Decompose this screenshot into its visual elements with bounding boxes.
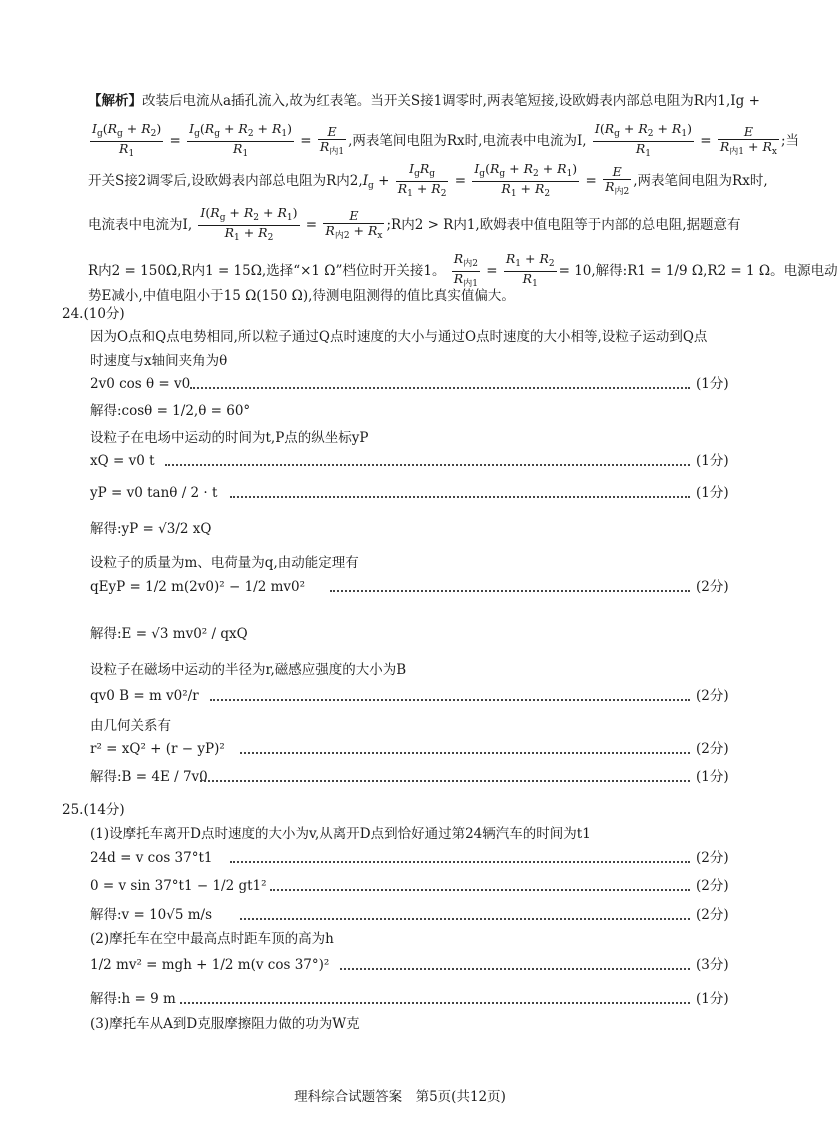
q25-sol-3-points: (1分) [696, 991, 729, 1007]
formula-frac: $\frac{R_1 + R_2}{R_1}$ [505, 251, 555, 289]
q24-eq-6: r² = xQ² + (r − yP)² [90, 741, 225, 757]
leader-dots [330, 590, 690, 592]
q25-eq-2-points: (2分) [696, 878, 729, 894]
q25-eq-3: 1/2 mv² = mgh + 1/2 m(v cos 37°)² [90, 957, 330, 973]
q24-eq-4: qEyP = 1/2 m(2v0)² − 1/2 mv0² [90, 579, 306, 595]
leader-dots [230, 496, 690, 498]
q25-eq-1: 24d = v cos 37°t1 [90, 850, 213, 866]
q25-part-1: (1)设摩托车离开D点时速度的大小为v,从离开D点到恰好通过第24辆汽车的时间为t1 [90, 826, 591, 842]
leader-dots [210, 699, 690, 701]
analysis-line-6: 势E减小,中值电阻小于15 Ω(150 Ω),待测电阻测得的值比真实值偏大。 [88, 288, 515, 304]
page-footer: 理科综合试题答案 第5页(共12页) [294, 1089, 506, 1105]
q25-sol-2: 解得:v = 10√5 m/s [90, 907, 213, 923]
q24-eq-5-points: (2分) [696, 688, 729, 704]
q24-intro-1: 因为O点和Q点电势相同,所以粒子通过Q点时速度的大小与通过O点时速度的大小相等,设粒子运动到Q点 [90, 329, 708, 345]
q24-eq-5: qv0 B = m v0²/r [90, 688, 199, 704]
formula-frac: $\frac{I_g(R_g + R_2 + R_1)}{R_1 + R_2}$ [474, 161, 578, 199]
formula-frac: $\frac{E}{R_{内2} + R_x}$ [325, 207, 383, 241]
q24-eq-1-points: (1分) [696, 376, 729, 392]
q24-geo: 由几何关系有 [90, 718, 171, 734]
leader-dots [270, 889, 690, 891]
q24-eq-1: 2v0 cos θ = v0 [90, 376, 191, 392]
formula-frac: $\frac{E}{R_{内2}}$ [605, 163, 630, 197]
formula-frac: $\frac{I(R_g + R_2 + R_1)}{R_1}$ [594, 121, 692, 159]
q25-sol-3: 解得:h = 9 m [90, 991, 176, 1007]
q24-intro-2: 时速度与x轴间夹角为θ [90, 353, 228, 369]
leader-dots [190, 387, 690, 389]
q24-eq-3-points: (1分) [696, 485, 729, 501]
analysis-line-2: $\frac{I_g(R_g + R_2)}{R_1}$ = $\frac{I_g(R_g + R_2 + R_1)}{R_1}$ = $\frac{E}{R_{内1}}$ ,两表笔间电阻为Rx时,电流表中电流为I, $\frac{I(R_g + R_2 + R_1)}{R_1}$ = $\frac{E}{R_{内1} + R_x}$ ;当 [92, 121, 799, 159]
analysis-line-3: 开关S接2调零后,设欧姆表内部总电阻为R内$2,I_g$ + $\frac{I_gR_g}{R_1 + R_2}$ = $\frac{I_g(R_g + R_2 + R_1)}{R_1 + R_2}$ = $\frac{E}{R_{内2}}$ ,两表笔间电阻为Rx时, [88, 161, 768, 199]
leader-dots [230, 861, 690, 863]
leader-dots [240, 752, 690, 754]
q24-sol-3: 解得:yP = √3/2 xQ [90, 521, 212, 537]
q24-eq-2: xQ = v0 t [90, 453, 155, 469]
leader-dots [165, 464, 690, 466]
q24-eq-3: yP = v0 tanθ / 2 · t [90, 485, 218, 501]
q24-sol-4: 解得:E = √3 mv0² / qxQ [90, 626, 248, 642]
q24-let-5: 设粒子在磁场中运动的半径为r,磁感应强度的大小为B [90, 662, 407, 678]
q25-eq-2: 0 = v sin 37°t1 − 1/2 gt1² [90, 878, 267, 894]
q25-part-2: (2)摩托车在空中最高点时距车顶的高为h [90, 931, 334, 947]
formula-frac: $\frac{E}{R_{内1}}$ [319, 123, 345, 157]
q24-eq-2-points: (1分) [696, 453, 729, 469]
analysis-line-5: R内2 = 150Ω,R内1 = 15Ω,选择“×1 Ω”档位时开关接1。 $\frac{R_{内2}}{R_{内1}}$ = $\frac{R_1 + R_2}{R_1}$ = 10,解得:R1 = 1/9 Ω,R2 = 1 Ω。电源电动 [88, 251, 838, 289]
q24-eq-4-points: (2分) [696, 579, 729, 595]
formula-frac: $\frac{E}{R_{内1} + R_x}$ [719, 123, 777, 157]
q24-title: 24.(10分) [62, 306, 125, 322]
q25-title: 25.(14分) [62, 802, 125, 818]
leader-dots [240, 918, 690, 920]
formula-frac: $\frac{R_{内2}}{R_{内1}}$ [453, 251, 478, 289]
analysis-line-1: 【解析】改装后电流从a插孔流入,故为红表笔。当开关S接1调零时,两表笔短接,设欧姆表内部总电阻为R内1,Ig + [88, 93, 760, 109]
q25-part-3: (3)摩托车从A到D克服摩擦阻力做的功为W克 [90, 1016, 360, 1032]
q24-sol-6: 解得:B = 4E / 7v0 [90, 769, 208, 785]
q24-let-4: 设粒子的质量为m、电荷量为q,由动能定理有 [90, 555, 359, 571]
analysis-label: 【解析】 [88, 93, 142, 109]
formula-frac: $\frac{I(R_g + R_2 + R_1)}{R_1 + R_2}$ [200, 205, 298, 243]
q24-let-2: 设粒子在电场中运动的时间为t,P点的纵坐标yP [90, 430, 369, 446]
analysis-line-4: 电流表中电流为I, $\frac{I(R_g + R_2 + R_1)}{R_1 + R_2}$ = $\frac{E}{R_{内2} + R_x}$ ;R内2 > R内1,欧姆表中值电阻等于内部的总电阻,据题意有 [88, 205, 741, 243]
q24-sol-1: 解得:cosθ = 1/2,θ = 60° [90, 403, 251, 419]
q25-sol-2-points: (2分) [696, 907, 729, 923]
formula-frac: $\frac{I_g(R_g + R_2)}{R_1}$ [92, 121, 162, 159]
q24-eq-6-points: (2分) [696, 741, 729, 757]
leader-dots [200, 780, 690, 782]
leader-dots [180, 1002, 690, 1004]
formula-frac: $\frac{I_g(R_g + R_2 + R_1)}{R_1}$ [189, 121, 293, 159]
q25-eq-1-points: (2分) [696, 850, 729, 866]
q25-eq-3-points: (3分) [696, 957, 729, 973]
formula-frac: $\frac{I_gR_g}{R_1 + R_2}$ [397, 161, 447, 199]
q24-sol-6-points: (1分) [696, 769, 729, 785]
leader-dots [340, 968, 690, 970]
